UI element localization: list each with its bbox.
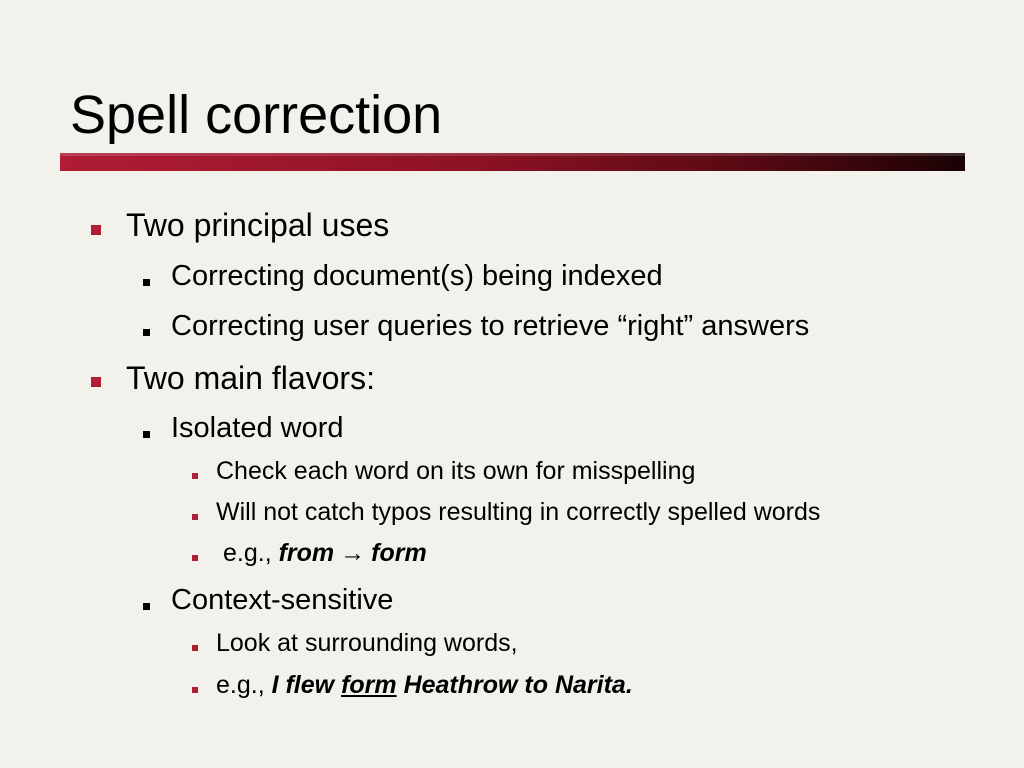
example-word-from: from: [278, 539, 335, 567]
bullet-square: [143, 431, 150, 438]
example-misspelled-word: form: [341, 671, 397, 699]
bullet-square: [91, 377, 101, 387]
example-prefix: e.g.,: [216, 671, 272, 699]
example-sentence-start: I flew: [271, 671, 342, 699]
bullet-text-will-not-catch: Will not catch typos resulting in correctly spelled words: [216, 498, 821, 526]
bullet-text-example-from-form: [223, 537, 427, 569]
bullet-square: [143, 279, 150, 286]
bullet-square: [91, 225, 101, 235]
example-prefix: e.g.,: [223, 539, 279, 567]
bullet-square: [192, 555, 198, 561]
bullet-text-check-each-word: Check each word on its own for misspelling: [216, 457, 696, 485]
bullet-text-principal-uses: Two principal uses: [126, 207, 390, 243]
bullet-square: [192, 473, 198, 479]
bullet-text-main-flavors: Two main flavors:: [126, 360, 375, 396]
arrow-icon: →: [340, 539, 366, 567]
bullet-square: [143, 603, 150, 610]
bullet-text-correcting-queries: Correcting user queries to retrieve “right” answers: [171, 310, 810, 342]
bullet-square: [192, 645, 198, 651]
bullet-square: [143, 329, 150, 336]
bullet-text-context-sensitive: Context-sensitive: [171, 584, 394, 616]
slide-title: Spell correction: [70, 85, 443, 145]
bullet-square: [192, 687, 198, 693]
example-word-form: form: [371, 539, 427, 567]
bullet-text-correcting-documents: Correcting document(s) being indexed: [171, 260, 663, 292]
title-bar-highlight: [60, 153, 965, 156]
bullet-text-look-around: Look at surrounding words,: [216, 629, 518, 657]
bullet-square: [192, 514, 198, 520]
bullet-text-isolated-word: Isolated word: [171, 412, 344, 444]
example-sentence-end: Heathrow to Narita.: [396, 671, 633, 699]
bullet-text-example-heathrow: [216, 669, 633, 701]
